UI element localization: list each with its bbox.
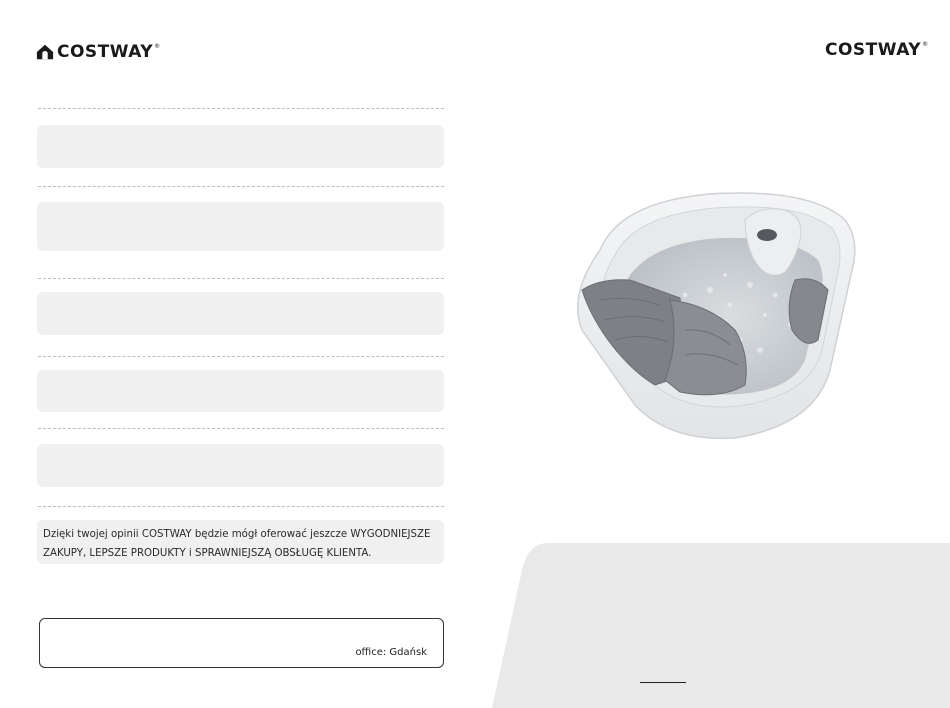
foot-spa-tub-image [560, 180, 865, 445]
divider [38, 506, 444, 507]
office-label: office: Gdańsk [355, 647, 427, 658]
blank-underline [640, 682, 686, 683]
feedback-line-2: ZAKUPY, LEPSZE PRODUKTY i SPRAWNIEJSZĄ OBSŁUGĘ KLIENTA. [43, 548, 372, 559]
costway-logo-right [825, 40, 929, 60]
feedback-note [37, 520, 444, 564]
divider [38, 428, 444, 429]
form-field-box[interactable] [37, 370, 444, 412]
brand-name-right: COSTWAY [825, 40, 922, 60]
form-field-box[interactable] [37, 202, 444, 251]
registered-mark-left: ® [154, 42, 161, 50]
form-field-box[interactable] [37, 444, 444, 487]
divider [38, 108, 444, 109]
form-field-box[interactable] [37, 292, 444, 335]
registered-mark-right: ® [922, 40, 929, 48]
divider [38, 186, 444, 187]
office-box [39, 618, 444, 668]
feedback-line-1: Dzięki twojej opinii COSTWAY będzie mógł oferować jeszcze WYGODNIEJSZE [43, 529, 431, 540]
divider [38, 278, 444, 279]
house-icon [36, 43, 54, 61]
divider [38, 356, 444, 357]
costway-logo-left [36, 42, 161, 62]
form-field-box[interactable] [37, 125, 444, 168]
brand-name-left: COSTWAY [57, 42, 154, 62]
